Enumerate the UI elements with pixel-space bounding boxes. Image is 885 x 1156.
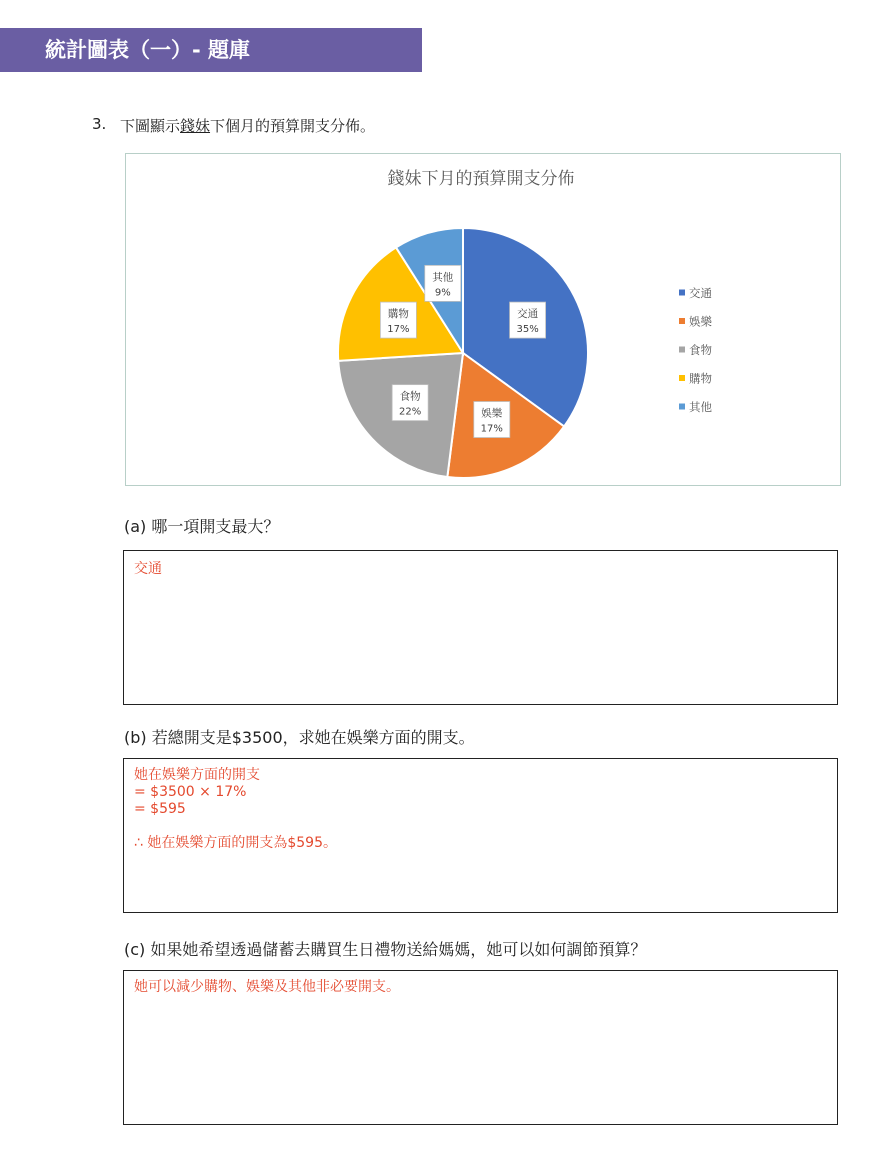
pie-data-label [510,302,546,338]
pie-label-percent: 22% [399,406,422,418]
question-number: 3. [92,115,107,133]
answer-line [134,818,337,835]
pie-label-category: 其他 [432,271,454,284]
part-b-question: (b) 若總開支是$3500，求她在娛樂方面的開支。 [124,728,475,747]
answer-line: 她在娛樂方面的開支 [134,767,260,783]
part-a-question: (a) 哪一項開支最大？ [124,517,280,536]
answer-line: = $3500 × 17% [134,784,247,800]
question-text [120,115,375,136]
question-text-after: 下個月的預算開支分佈。 [210,117,376,135]
legend-label: 食物 [689,343,712,357]
pie-label-category: 娛樂 [481,407,503,420]
part-c-question: (c) 如果她希望透過儲蓄去購買生日禮物送給媽媽，她可以如何調節預算？ [124,940,647,959]
legend-label: 娛樂 [689,314,712,329]
pie-chart [126,154,842,487]
legend-label: 交通 [689,286,712,300]
legend-swatch [679,347,685,353]
part-c-answer-box[interactable] [123,970,838,1125]
pie-data-label [380,302,416,338]
answer-line: 她可以減少購物、娛樂及其他非必要開支。 [134,979,400,995]
part-a-answer-box[interactable] [123,550,838,705]
answer-line: = $595 [134,801,186,817]
legend-item [679,315,712,329]
legend-item [679,343,712,357]
legend-label: 其他 [689,400,712,414]
pie-data-label [425,265,461,301]
pie-label-percent: 9% [434,287,451,299]
pie-label-category: 食物 [399,390,421,403]
pie-label-percent: 35% [516,324,539,336]
answer-line: ∴ 她在娛樂方面的開支為$595。 [134,835,337,851]
answer-line: 交通 [134,561,162,577]
legend-swatch [679,375,685,381]
legend-item [679,400,712,414]
pie-data-label [392,385,428,421]
pie-chart-frame [125,153,841,486]
chart-title: 錢妹下月的預算開支分佈 [387,169,575,189]
legend-item [679,372,712,386]
part-b-answer-box[interactable] [123,758,838,913]
legend-swatch [679,404,685,410]
pie-label-percent: 17% [387,324,410,336]
question-text-before: 下圖顯示 [120,117,181,135]
pie-label-category: 交通 [517,308,539,321]
header-banner [0,28,422,72]
pie-label-percent: 17% [480,423,503,435]
legend-item [679,286,712,300]
pie-label-category: 購物 [387,308,409,321]
legend-swatch [679,318,685,324]
question-name-underlined: 錢妹 [180,117,211,135]
legend-swatch [679,290,685,296]
pie-data-label [474,402,510,438]
legend-label: 購物 [689,371,712,386]
page-title: 統計圖表（一）- 題庫 [45,38,251,62]
